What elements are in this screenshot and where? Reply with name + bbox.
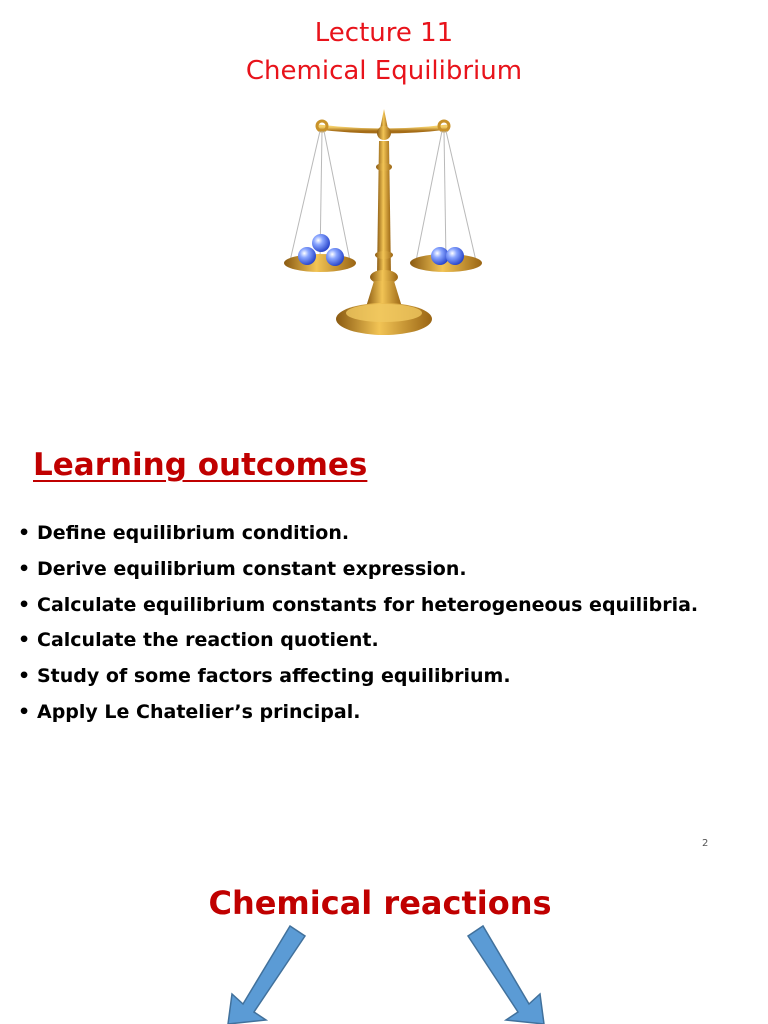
list-item bbox=[18, 516, 698, 552]
balance-scale-icon bbox=[270, 105, 498, 341]
bullet-icon: • bbox=[18, 557, 31, 580]
list-item bbox=[18, 552, 698, 588]
list-item bbox=[18, 588, 698, 624]
outcome-text: Define equilibrium condition. bbox=[37, 522, 350, 544]
left-arrow-icon bbox=[228, 926, 305, 1024]
page-number: 2 bbox=[702, 838, 709, 849]
bullet-icon: • bbox=[18, 700, 31, 723]
outcome-text: Study of some factors affecting equilibrium. bbox=[37, 665, 511, 688]
outcome-text: Calculate equilibrium constants for heterogeneous equilibria. bbox=[37, 593, 699, 616]
bullet-icon: • bbox=[18, 665, 31, 688]
learning-outcomes-list bbox=[18, 516, 698, 731]
lecture-title: Lecture 11 bbox=[314, 18, 454, 48]
chemical-reactions-heading: Chemical reactions bbox=[208, 884, 552, 922]
lecture-subtitle: Chemical Equilibrium bbox=[245, 56, 523, 86]
list-item bbox=[18, 659, 698, 695]
list-item bbox=[18, 623, 698, 659]
arrows-diagram bbox=[0, 920, 768, 1024]
bullet-icon: • bbox=[18, 629, 31, 652]
bullet-icon: • bbox=[18, 593, 31, 616]
list-item bbox=[18, 695, 698, 731]
outcome-text: Calculate the reaction quotient. bbox=[37, 629, 379, 652]
outcome-text: Derive equilibrium constant expression. bbox=[37, 557, 467, 580]
learning-outcomes-heading: Learning outcomes bbox=[33, 447, 368, 483]
outcome-text: Apply Le Chatelier’s principal. bbox=[37, 700, 361, 723]
right-arrow-icon bbox=[468, 926, 544, 1024]
bullet-icon: • bbox=[18, 522, 31, 544]
